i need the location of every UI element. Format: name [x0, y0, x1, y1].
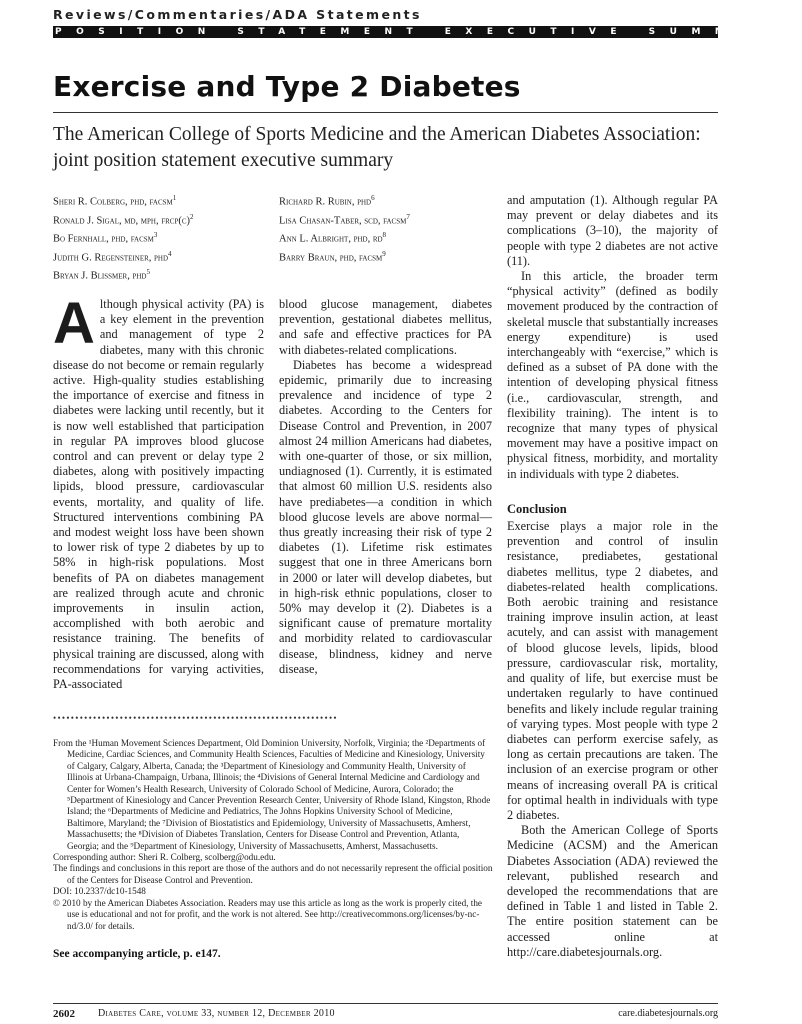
paragraph: Both the American College of Sports Medicine (ACSM) and the American Diabetes Association (ADA) reviewed the relevant, published research and developed the recommendations that are defined in Table 1 and listed in Table 2. The entire position statement can be accessed online at http://care.diabetesjournals.org. [507, 823, 718, 959]
author: Barry Braun, phd, facsm$^9$ [279, 249, 386, 263]
author: Bo Fernhall, phd, facsm$^3$ [53, 231, 158, 245]
author: Richard R. Rubin, phd$^6$ [279, 194, 375, 208]
author: Bryan J. Blissmer, phd$^5$ [53, 268, 150, 282]
paragraph: In this article, the broader term “physical activity” (defined as bodily movement produced by the contraction of skeletal muscle that substantially increases energy expenditure) is used interchangeably with “exercise,” which is defined as a subset of PA done with the intention of developing physical fitness (i.e., cardiovascular, strength, and flexibility training). The intent is to recognize that many types of physical movement may have a positive impact on physical fitness, morbidity, and mortality in individuals with type 2 diabetes. [507, 269, 718, 481]
paragraph: Diabetes has become a widespread epidemic, primarily due to increasing prevalence and incidence of type 2 diabetes. According to the Centers for Disease Control and Prevention, in 2007 almost 24 million Americans had diabetes, with one-quarter of those, or six million, undiagnosed (1). Currently, it is estimated that almost 60 million U.S. residents also have prediabetes—a condition in which blood glucose levels are above normal—thus greatly increasing their risk of type 2 diabetes (1). Lifetime risk estimates suggest that one in three Americans born in 2000 or later will develop diabetes, but in high-risk ethnic populations, closer to 50% may develop it (2). Diabetes is a significant cause of premature mortality and morbidity related to cardiovascular disease, blindness, kidney and nerve disease, [279, 357, 492, 676]
drop-cap: A [53, 291, 95, 356]
author: Sheri R. Colberg, phd, facsm$^1$ [53, 194, 177, 208]
copyright: © 2010 by the American Diabetes Association. Readers may use this article as long as the work is properly cited, the use is educational and not for profit, and the work is not altered. See http://creativecommons.org/licenses/by-nc-nd/3.0/ for details. [53, 897, 482, 931]
author: Ann L. Albright, phd, $rd^8$ [279, 231, 387, 245]
paragraph: Exercise plays a major role in the prevention and control of insulin resistance, prediabetes, gestational diabetes mellitus, type 2 diabetes, and diabetes-related health complications. Both aerobic training and resistance training improve insulin action, at least acutely, and can assist with management of blood glucose levels, lipids, blood pressure, cardiovascular risk, mortality, and quality of life, but exercise must be undertaken regularly to have continued benefits and likely include regular training of varying types. Most people with type 2 diabetes can perform exercise safely, as long as certain precautions are taken. The inclusion of an exercise program or other means of increasing overall PA is critical for optimal health in individuals with type 2 diabetes. [507, 519, 718, 822]
corresponding-author: Corresponding author: Sheri R. Colberg, scolberg@odu.edu. [53, 852, 276, 863]
journal-website: care.diabetesjournals.org [618, 1008, 718, 1019]
affiliations-footnote [53, 738, 493, 932]
paragraph: blood glucose management, diabetes prevention, gestational diabetes mellitus, and safe and effective practices for PA with diabetes-related complications. [279, 297, 492, 357]
author-list-right [279, 191, 410, 265]
page-number: 2602 [53, 1008, 75, 1020]
paragraph: and amputation (1). Although regular PA may prevent or delay diabetes and its complications (3–10), the majority of people with type 2 diabetes are not active (11). [507, 193, 718, 268]
conclusion-heading: Conclusion [507, 501, 567, 516]
footer-rule [53, 1003, 718, 1004]
dotted-divider: •••••••••••••••••••••••••••••••••••••••••••••••••••••••••••••••• [53, 713, 338, 723]
accompanying-article-note: See accompanying article, p. e147. [53, 948, 221, 960]
section-header: Reviews/Commentaries/ADA Statements [53, 7, 422, 22]
intro-paragraph: Although physical activity (PA) is a key element in the prevention and management of type 2 diabetes, many with this chronic disease do not become or remain regularly active. High-quality studies establishing the importance of exercise and fitness in diabetes were lacking until recently, but it is now well established that participation in regular PA improves blood glucose control and can prevent or delay type 2 diabetes, along with positively impacting lipids, blood pressure, cardiovascular events, mortality, and quality of life. Structured interventions combining PA and modest weight loss have been shown to lower risk of type 2 diabetes by up to 58% in high-risk populations. Most benefits of PA on diabetes management are realized through acute and chronic improvements in insulin action, accomplished with both aerobic and resistance training. The benefits of physical training are discussed, along with recommendations for varying activities, PA-associated [53, 291, 264, 692]
author: Judith G. Regensteiner, phd$^4$ [53, 249, 172, 263]
article-title: Exercise and Type 2 Diabetes [53, 70, 521, 103]
title-rule [53, 112, 718, 113]
author-list-left [53, 191, 194, 284]
journal-citation: Diabetes Care, volume 33, number 12, December 2010 [98, 1008, 335, 1019]
doi: DOI: 10.2337/dc10-1548 [53, 886, 146, 897]
body-column-2 [279, 297, 492, 677]
disclaimer: The findings and conclusions in this report are those of the authors and do not necessarily represent the official position of the Centers for Disease Control and Prevention. [53, 863, 493, 885]
body-column-1 [53, 291, 264, 692]
body-column-3 [507, 193, 718, 960]
position-statement-banner: POSITION STATEMENT EXECUTIVE SUMMARY [55, 27, 802, 37]
article-subtitle: The American College of Sports Medicine and the American Diabetes Association: joint position statement executive summary [53, 124, 701, 171]
author: Ronald J. Sigal, md, mph, $frcp(c)^2$ [53, 212, 194, 226]
author: Lisa Chasan-Taber, scd, facsm$^7$ [279, 212, 410, 226]
affiliations: From the ¹Human Movement Sciences Department, Old Dominion University, Norfolk, Virginia; the ²Departments of Medicine, Cardiac Sciences, and Community Health Sciences, Faculties of Medicine and Kinesiology, University of Calgary, Calgary, Alberta, Canada; the ³Department of Kinesiology and Community Health, University of Illinois at Urbana-Champaign, Urbana, Illinois; the ⁴Divisions of General Internal Medicine and Cardiology and Center for Women’s Health Research, University of Colorado School of Medicine, Aurora, Colorado; the ⁵Department of Kinesiology and Cancer Prevention Research Center, University of Rhode Island, Kingston, Rhode Island; the ⁶Departments of Medicine and Pediatrics, The Johns Hopkins University School of Medicine, Baltimore, Maryland; the ⁷Division of Biostatistics and Epidemiology, University of Massachusetts, Amherst, Massachusetts; the ⁸Division of Diabetes Translation, Centers for Disease Control and Prevention, Atlanta, Georgia; and the ⁹Department of Kinesiology, University of Massachusetts, Amherst, Massachusetts. [53, 738, 491, 851]
